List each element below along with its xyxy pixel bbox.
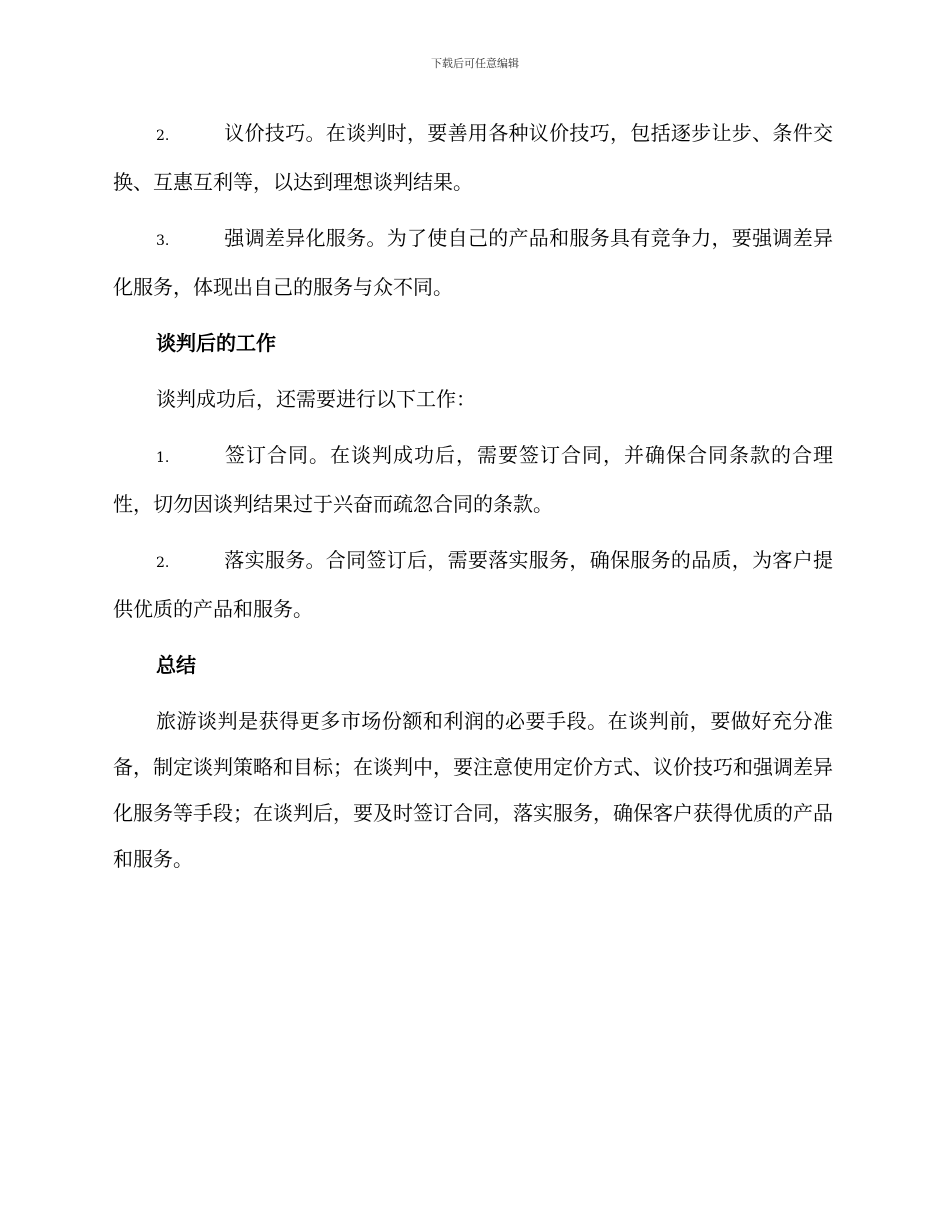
paragraph-after-intro: 谈判成功后，还需要进行以下工作： xyxy=(156,387,476,411)
paragraph-summary: 旅游谈判是获得更多市场份额和利润的必要手段。在谈判前，要做好充分准备，制定谈判策略和目标；在谈判中，要注意使用定价方式、议价技巧和强调差异化服务等手段；在谈判后，要及时签订合同，落实服务，确保客户获得优质的产品和服务。 xyxy=(113,709,833,871)
list-number: 3. xyxy=(156,233,170,249)
list-item-differentiation xyxy=(113,215,833,310)
list-item-text: 议价技巧。在谈判时，要善用各种议价技巧，包括逐步让步、条件交换、互惠互利等，以达到理想谈判结果。 xyxy=(113,121,833,194)
list-item-bargaining xyxy=(113,110,833,205)
list-item-service xyxy=(113,537,833,632)
list-item-contract xyxy=(113,432,833,527)
section-heading-after-negotiation: 谈判后的工作 xyxy=(156,331,276,355)
list-item-text: 强调差异化服务。为了使自己的产品和服务具有竞争力，要强调差异化服务，体现出自己的服务与众不同。 xyxy=(113,226,833,299)
list-item-text: 签订合同。在谈判成功后，需要签订合同，并确保合同条款的合理性，切勿因谈判结果过于兴奋而疏忽合同的条款。 xyxy=(113,443,833,516)
document-body xyxy=(113,110,833,892)
list-number: 2. xyxy=(156,128,170,144)
list-item-text: 落实服务。合同签订后，需要落实服务，确保服务的品质，为客户提供优质的产品和服务。 xyxy=(113,548,833,621)
list-number: 2. xyxy=(156,555,170,571)
header-note: 下载后可任意编辑 xyxy=(431,57,519,70)
section-heading-summary: 总结 xyxy=(156,653,196,677)
list-number: 1. xyxy=(156,450,170,466)
